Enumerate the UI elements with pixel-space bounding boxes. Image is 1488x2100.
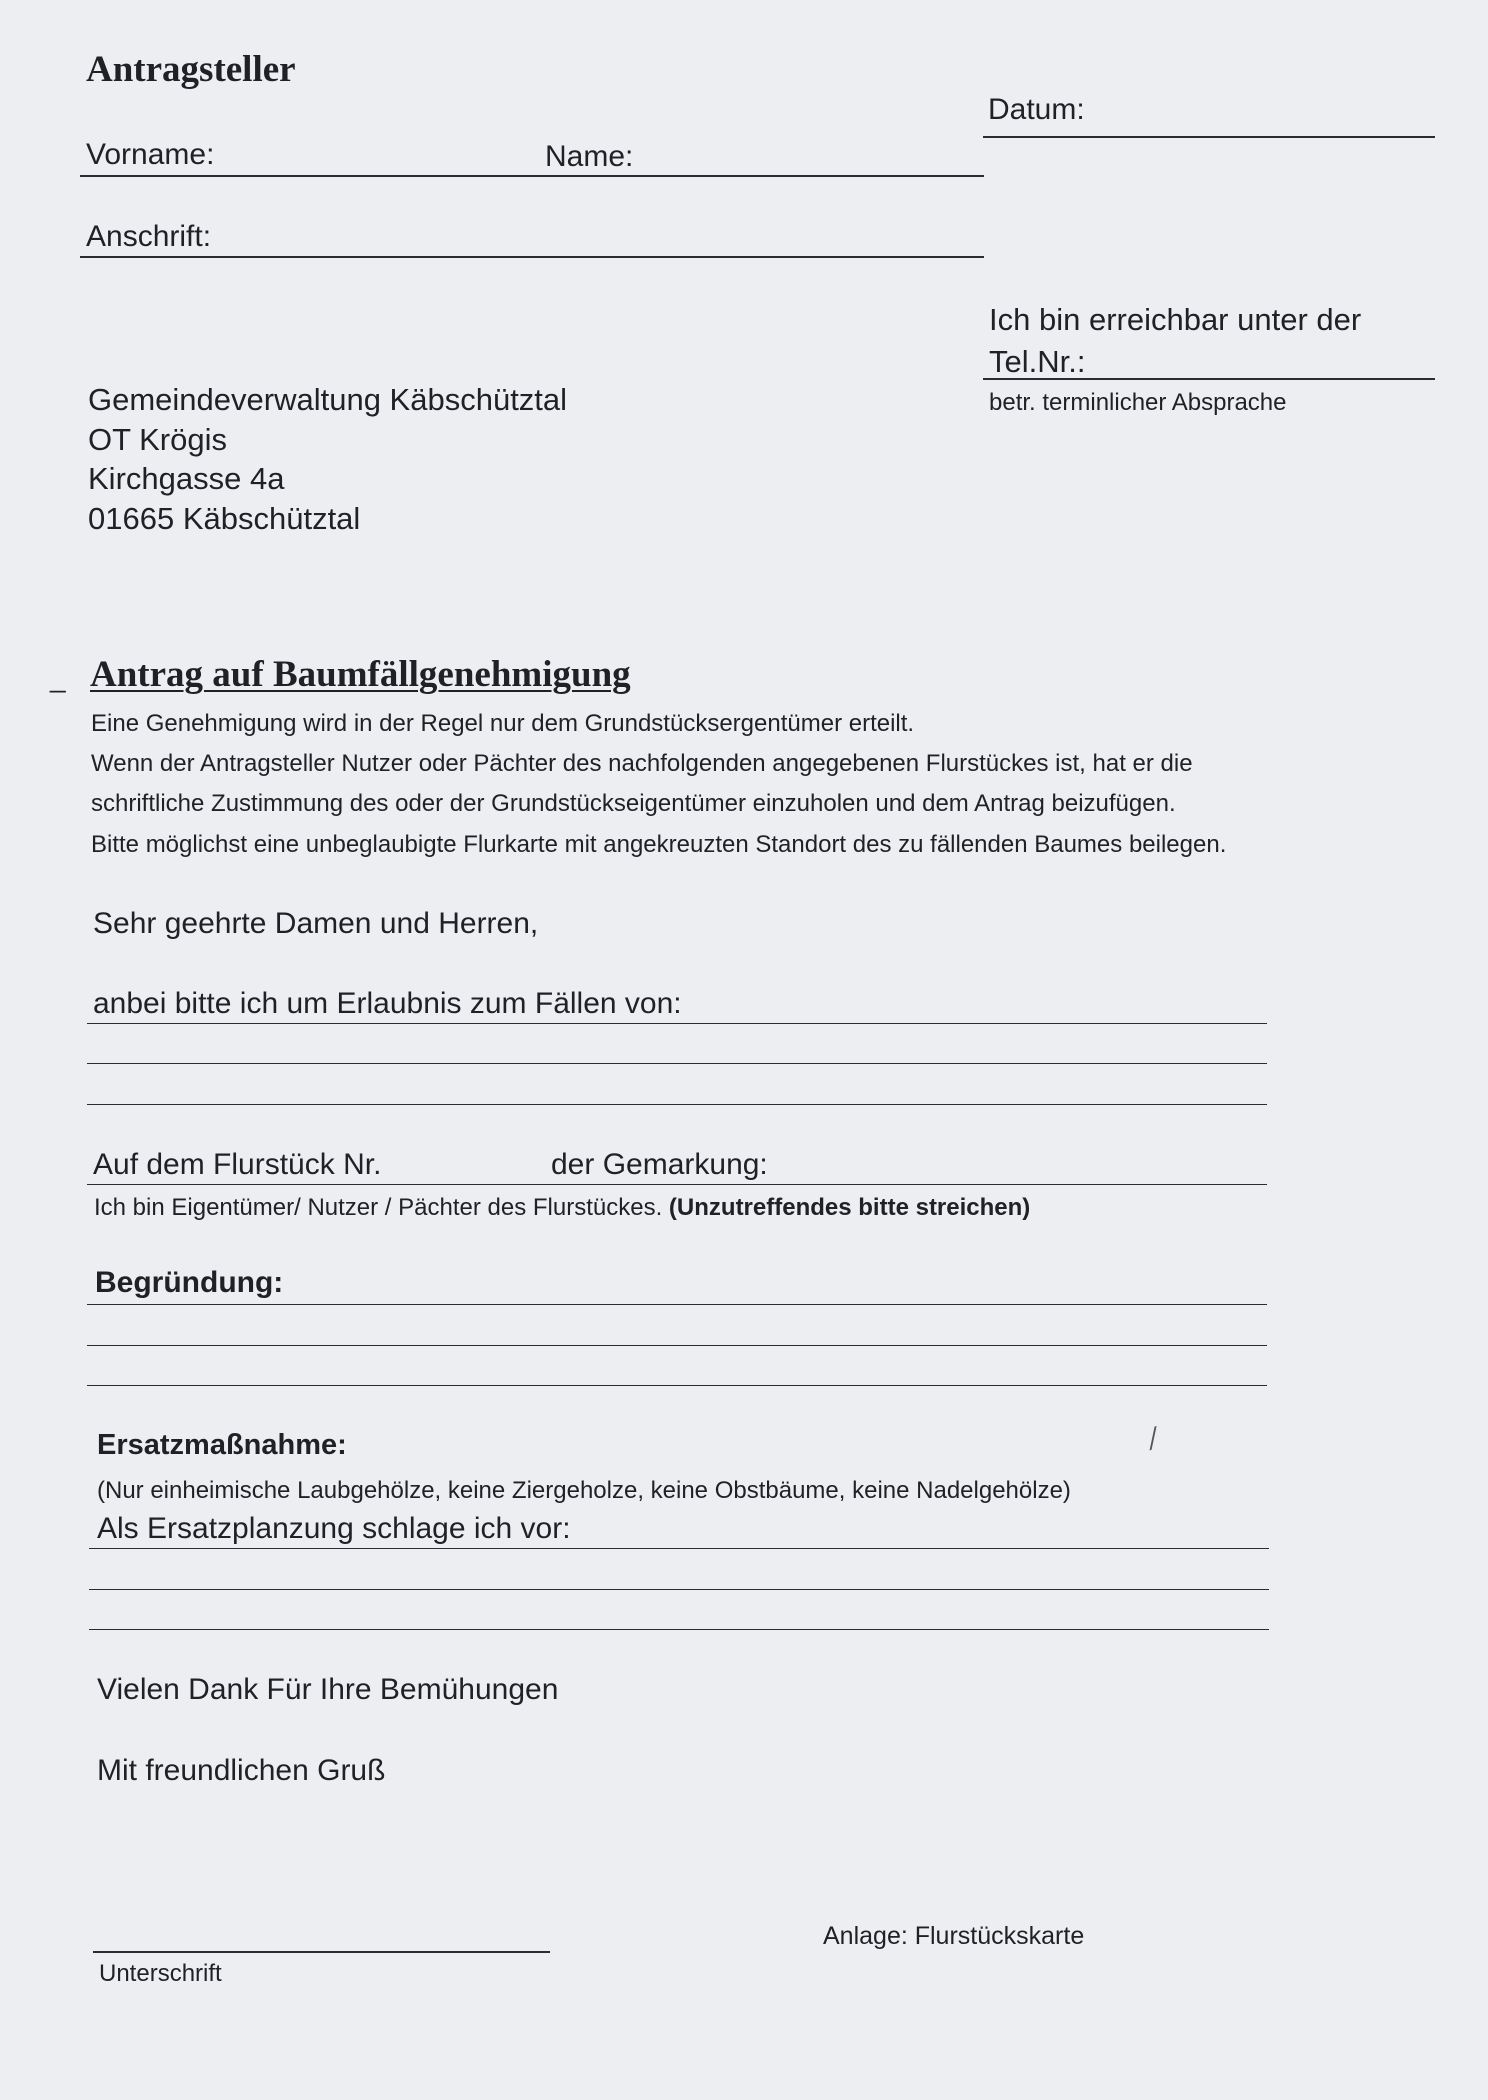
replacement-field-line[interactable] xyxy=(89,1629,1269,1630)
intro-line: schriftliche Zustimmung des oder der Grundstückseigentümer einzuholen und dem Antrag beizufügen. xyxy=(91,790,1176,817)
request-field-line[interactable] xyxy=(87,1104,1267,1105)
date-label: Datum: xyxy=(988,93,1085,126)
reason-field-line[interactable] xyxy=(87,1345,1267,1346)
phone-field-line[interactable] xyxy=(983,378,1435,380)
replacement-prompt: Als Ersatzplanzung schlage ich vor: xyxy=(97,1512,571,1545)
replacement-note: (Nur einheimische Laubgehölze, keine Ziergeholze, keine Obstbäume, keine Nadelgehölze) xyxy=(97,1477,1071,1504)
owner-statement xyxy=(94,1194,1030,1222)
thanks-text: Vielen Dank Für Ihre Bemühungen xyxy=(97,1673,559,1706)
intro-line: Wenn der Antragsteller Nutzer oder Pächter des nachfolgenden angegebenen Flurstückes ist, hat er die xyxy=(91,750,1193,777)
request-field-line[interactable] xyxy=(87,1023,1267,1024)
parcel-field-line[interactable] xyxy=(87,1184,1267,1185)
parcel-number-label: Auf dem Flurstück Nr. xyxy=(93,1148,382,1181)
signature-label: Unterschrift xyxy=(99,1960,222,1987)
recipient-line: Gemeindeverwaltung Käbschütztal xyxy=(88,382,568,417)
pen-mark-icon: ⁄ xyxy=(1146,1422,1163,1455)
margin-dash: _ xyxy=(50,662,66,693)
first-name-label: Vorname: xyxy=(86,138,215,171)
replacement-label: Ersatzmaßnahme: xyxy=(97,1429,347,1461)
reason-label: Begründung: xyxy=(95,1266,284,1299)
date-field-line[interactable] xyxy=(983,136,1435,138)
attachment-note: Anlage: Flurstückskarte xyxy=(823,1922,1085,1950)
intro-line: Eine Genehmigung wird in der Regel nur dem Grundstücksergentümer erteilt. xyxy=(91,710,915,737)
request-label: anbei bitte ich um Erlaubnis zum Fällen von: xyxy=(93,987,682,1020)
contact-text: Ich bin erreichbar unter der xyxy=(989,302,1362,337)
replacement-field-line[interactable] xyxy=(89,1589,1269,1590)
reason-field-line[interactable] xyxy=(87,1304,1267,1305)
signature-line[interactable] xyxy=(93,1951,550,1953)
recipient-line: OT Krögis xyxy=(88,422,227,457)
recipient-line: 01665 Käbschütztal xyxy=(88,501,361,536)
owner-note: (Unzutreffendes bitte streichen) xyxy=(668,1194,1031,1221)
closing-text: Mit freundlichen Gruß xyxy=(97,1754,386,1787)
intro-line: Bitte möglichst eine unbeglaubigte Flurkarte mit angekreuzten Standort des zu fällenden Baumes beilegen. xyxy=(91,831,1227,858)
district-label: der Gemarkung: xyxy=(551,1148,768,1181)
form-heading: Antrag auf Baumfällgenehmigung xyxy=(90,654,631,695)
reason-field-line[interactable] xyxy=(87,1385,1267,1386)
phone-label: Tel.Nr.: xyxy=(989,344,1086,379)
salutation: Sehr geehrte Damen und Herren, xyxy=(93,907,539,940)
request-field-line[interactable] xyxy=(87,1063,1267,1064)
last-name-label: Name: xyxy=(545,140,634,173)
address-field-line[interactable] xyxy=(80,256,984,258)
name-field-line[interactable] xyxy=(80,175,984,177)
address-label: Anschrift: xyxy=(86,220,212,253)
contact-note: betr. terminlicher Absprache xyxy=(989,389,1287,416)
owner-text: Ich bin Eigentümer/ Nutzer / Pächter des Flurstückes. xyxy=(94,1194,663,1221)
replacement-field-line[interactable] xyxy=(89,1548,1269,1549)
applicant-title: Antragsteller xyxy=(86,49,296,90)
recipient-line: Kirchgasse 4a xyxy=(88,461,285,496)
